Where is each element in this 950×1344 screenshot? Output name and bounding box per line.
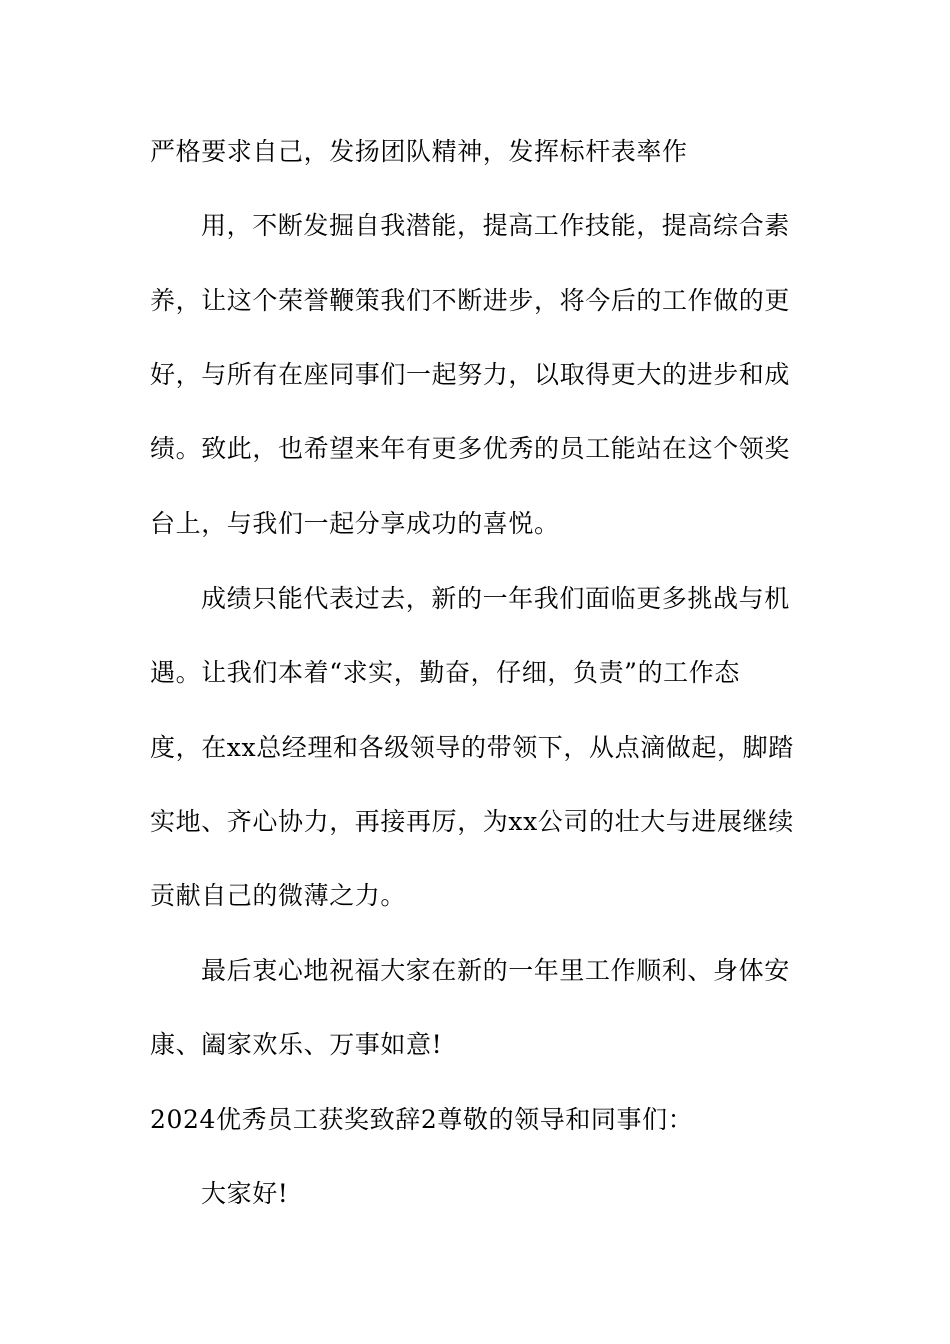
text-line-7: 成绩只能代表过去，新的一年我们面临更多挑战与机 bbox=[201, 584, 790, 613]
text-line-12: 最后衷心地祝福大家在新的一年里工作顺利、身体安 bbox=[201, 956, 790, 985]
text-line-1: 严格要求自己，发扬团队精神，发挥标杆表率作 bbox=[150, 137, 688, 166]
text-line-10: 实地、齐心协力，再接再厉，为xx公司的壮大与进展继续 bbox=[150, 807, 794, 836]
text-line-5: 绩。致此，也希望来年有更多优秀的员工能站在这个领奖 bbox=[150, 434, 791, 463]
text-line-13: 康、阖家欢乐、万事如意! bbox=[150, 1030, 443, 1059]
text-line-4: 好，与所有在座同事们一起努力，以取得更大的进步和成 bbox=[150, 360, 791, 389]
text-line-15: 大家好! bbox=[201, 1179, 289, 1208]
text-line-8: 遇。让我们本着“求实，勤奋，仔细，负责”的工作态 bbox=[150, 658, 740, 687]
text-line-14: 2024优秀员工获奖致辞2尊敬的领导和同事们： bbox=[150, 1105, 694, 1134]
text-line-3: 养，让这个荣誉鞭策我们不断进步，将今后的工作做的更 bbox=[150, 286, 791, 315]
text-line-9: 度，在xx总经理和各级领导的带领下，从点滴做起，脚踏 bbox=[150, 733, 794, 762]
text-line-11: 贡献自己的微薄之力。 bbox=[150, 881, 407, 910]
text-line-2: 用，不断发掘自我潜能，提高工作技能，提高综合素 bbox=[201, 211, 790, 240]
text-line-6: 台上，与我们一起分享成功的喜悦。 bbox=[150, 509, 560, 538]
